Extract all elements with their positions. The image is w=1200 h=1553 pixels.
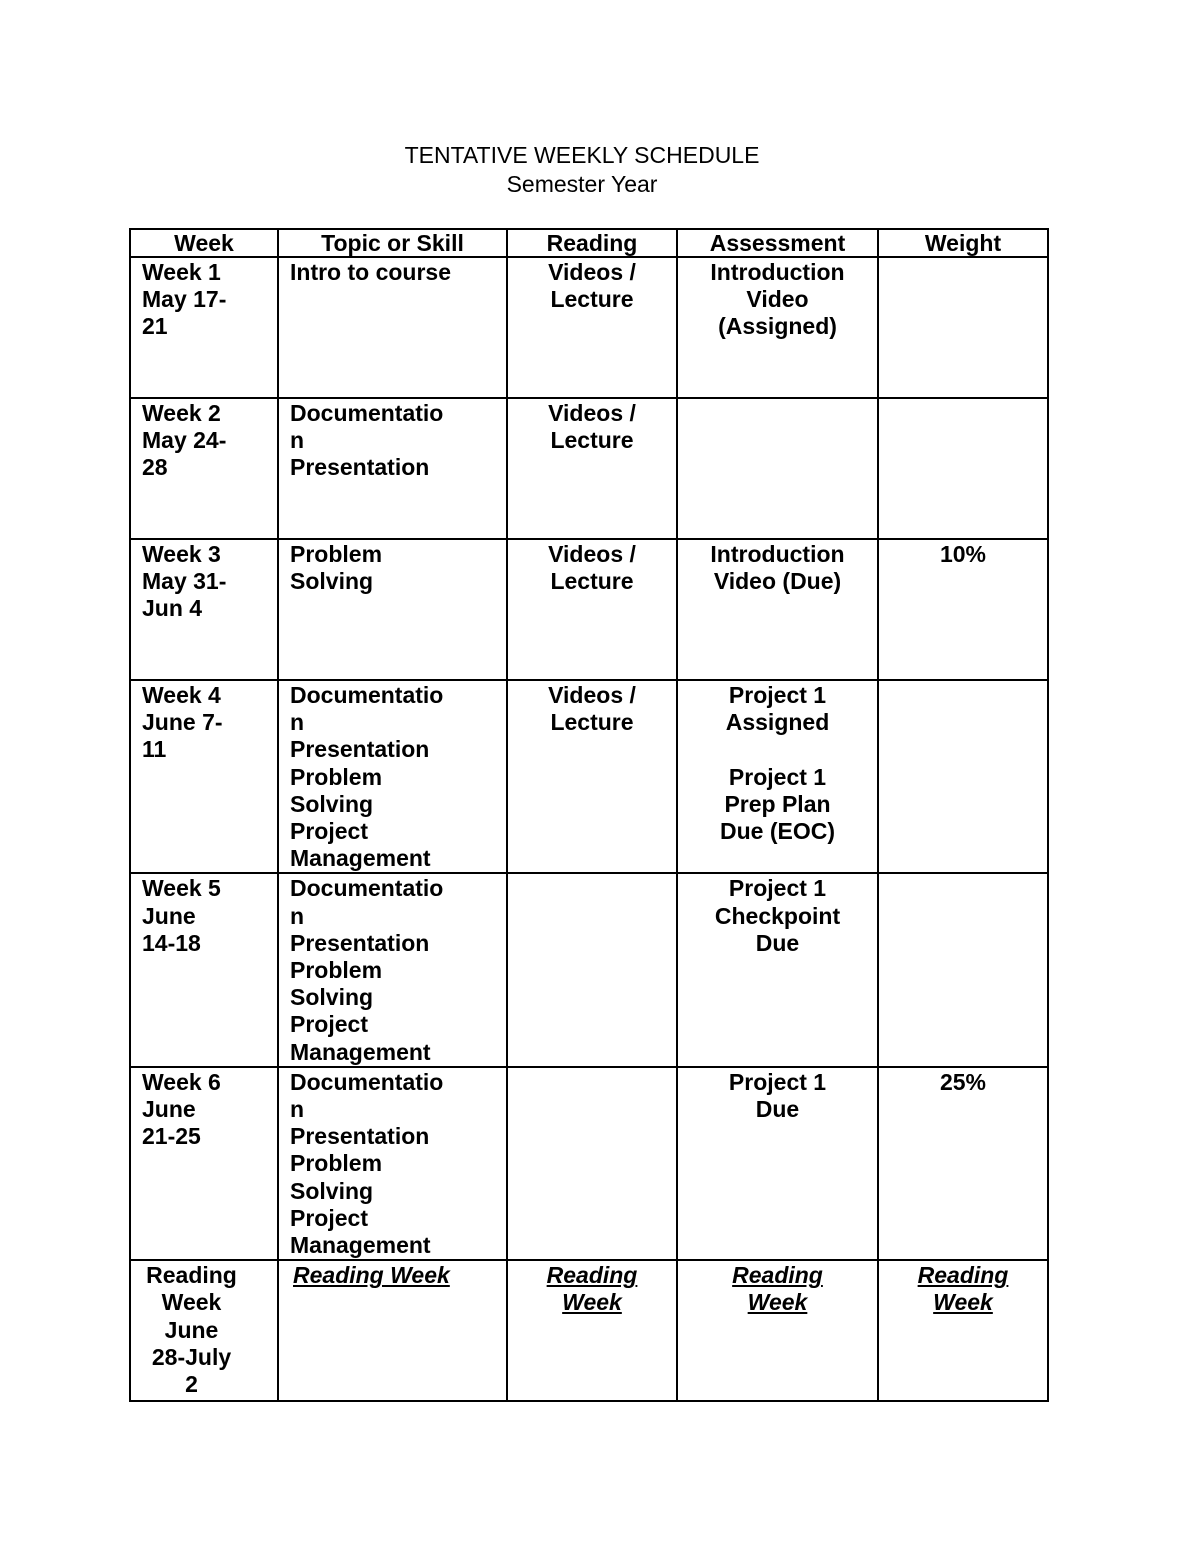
topic-cell: Documentatio n Presentation Problem Solving Project Management [290,1068,444,1259]
topic-cell: Problem Solving [290,541,383,595]
assessment-cell: Project 1 Assigned Project 1 Prep Plan Due (EOC) [720,682,835,845]
table-row [130,680,1048,873]
table-row [130,398,1048,539]
weight-cell: 25% [939,1068,987,1095]
weight-cell [879,874,1047,875]
topic-cell: Documentatio n Presentation Problem Solving Project Management [290,875,444,1065]
weight-cell [879,681,1047,682]
table-row [130,539,1048,680]
document-subtitle: Semester Year [506,171,658,197]
table-row [130,1067,1048,1260]
reading-cell: Videos / Lecture [548,400,636,454]
week-cell: Week 4 June 7- 11 [142,682,223,763]
weight-cell: Reading Week [917,1262,1009,1316]
week-cell: Reading Week June 28-July 2 [146,1262,237,1398]
header-row [130,229,1048,257]
table-row [130,1260,1048,1401]
header-week: Week [130,229,278,257]
table-row [130,257,1048,398]
reading-cell [508,874,676,875]
reading-cell: Videos / Lecture [548,541,636,595]
week-cell: Week 6 June 21-25 [142,1068,221,1150]
header-topic: Topic or Skill [278,229,507,257]
assessment-cell: Project 1 Checkpoint Due [714,875,841,956]
assessment-cell: Introduction Video (Assigned) [710,259,845,340]
table-row [130,873,1048,1066]
weight-cell [879,399,1047,400]
topic-cell: Documentatio n Presentation [290,400,444,481]
assessment-cell: Project 1 Due [728,1068,827,1123]
schedule-table [129,228,1049,1402]
topic-cell: Intro to course [290,259,452,285]
header-assessment: Assessment [677,229,878,257]
topic-cell: Reading Week [293,1262,450,1289]
reading-cell: Reading Week [546,1262,638,1316]
reading-cell [508,1068,676,1069]
reading-cell: Videos / Lecture [548,682,636,736]
week-cell: Week 5 June 14-18 [142,875,221,956]
assessment-cell [678,399,877,400]
header-reading: Reading [507,229,677,257]
assessment-cell: Introduction Video (Due) [710,541,845,595]
assessment-cell: Reading Week [732,1262,823,1316]
weight-cell [879,258,1047,259]
week-cell: Week 1 May 17- 21 [142,259,227,340]
weight-cell: 10% [939,541,987,567]
week-cell: Week 2 May 24- 28 [142,400,227,481]
topic-cell: Documentatio n Presentation Problem Solving Project Management [290,682,444,872]
document-title: TENTATIVE WEEKLY SCHEDULE [404,142,760,168]
header-weight: Weight [878,229,1048,257]
week-cell: Week 3 May 31- Jun 4 [142,541,227,622]
reading-cell: Videos / Lecture [548,259,636,313]
